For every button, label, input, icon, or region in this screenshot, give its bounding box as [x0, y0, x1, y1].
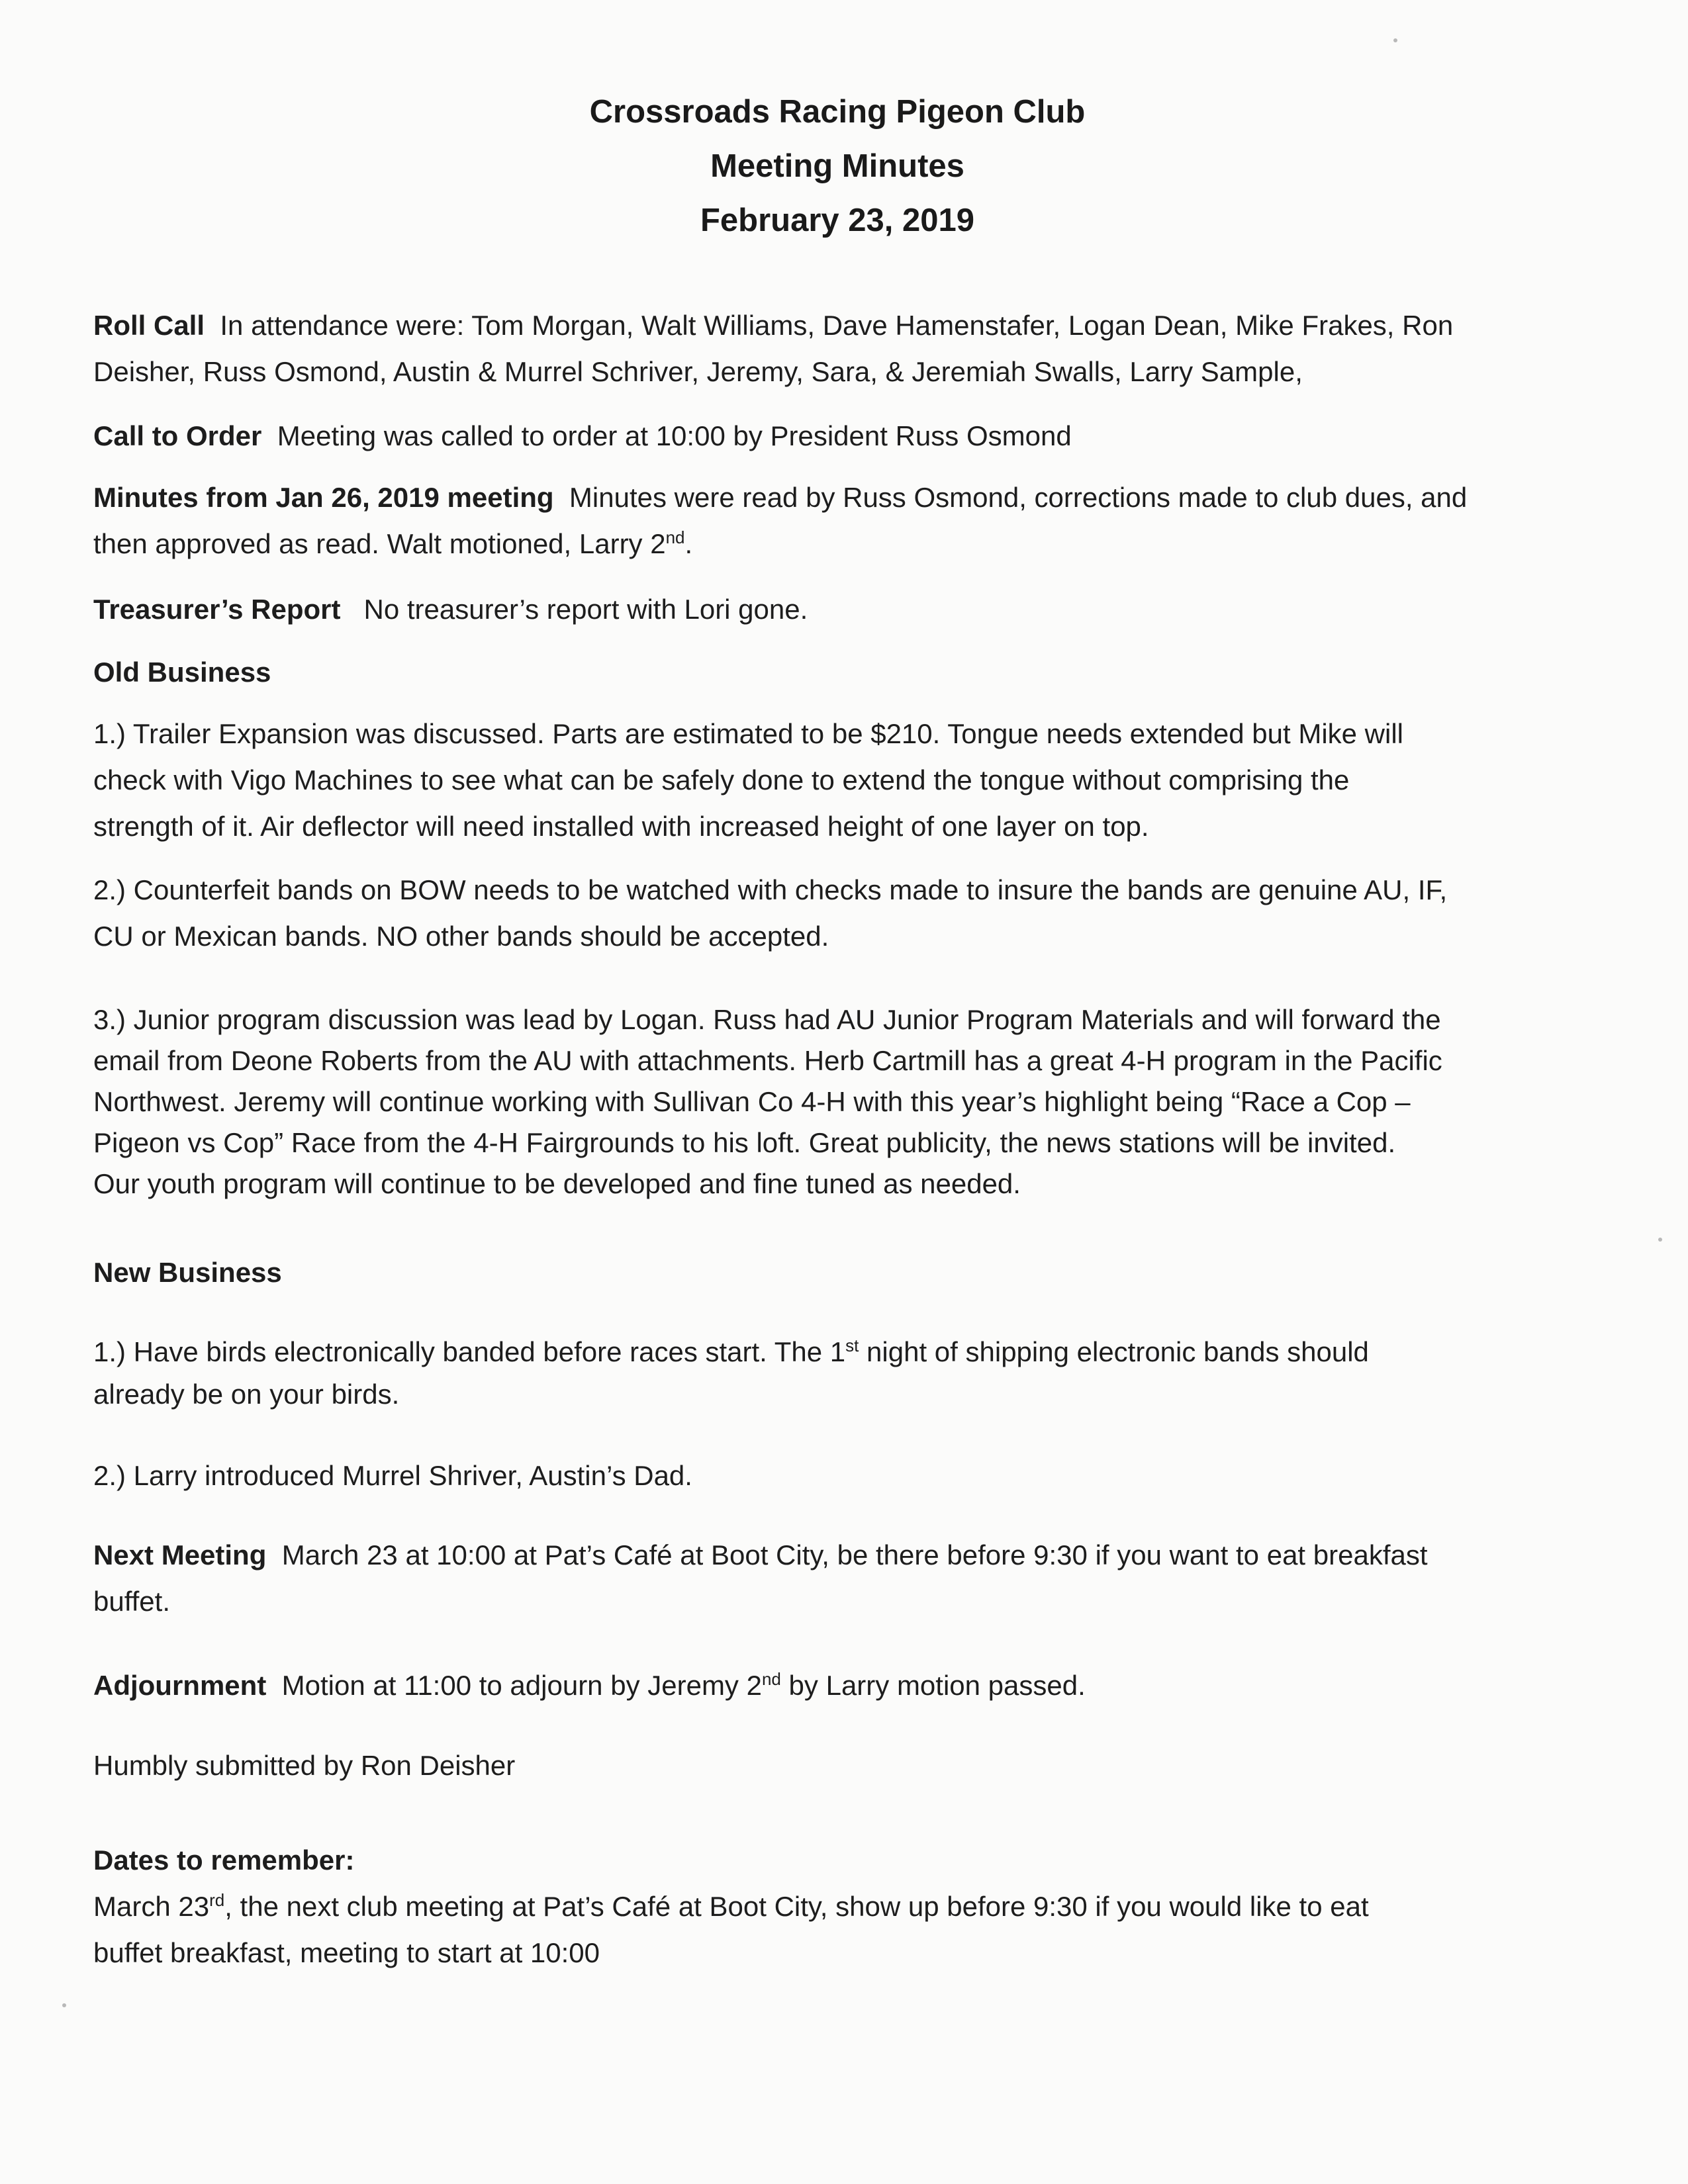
adjournment-label: Adjournment — [93, 1670, 267, 1701]
scan-speck — [1393, 38, 1397, 42]
old-business-item-2: 2.) Counterfeit bands on BOW needs to be watched with checks made to insure the bands are genuine AU, IF, CU or Mexican bands. NO other bands should be accepted. — [93, 874, 1448, 952]
dates-heading: Dates to remember: — [93, 1844, 355, 1876]
dates-section: Dates to remember: March 23rd, the next club meeting at Pat’s Café at Boot City, show up before 9:30 if you would like to eat buffet breakfast, meeting to start at 10:00 — [93, 1837, 1589, 1976]
title-block — [0, 85, 1675, 248]
minutes-label: Minutes from Jan 26, 2019 meeting — [93, 482, 554, 513]
old-business-item-3: 3.) Junior program discussion was lead by Logan. Russ had AU Junior Program Materials and will forward the email from Deone Roberts from the AU with attachments. Herb Cartmill has a great 4-H program in the Pacific Northwest. Jeremy will continue working with Sullivan Co 4-H with this year’s highlight being “Race a Cop – Pigeon vs Cop” Race from the 4-H Fairgrounds to his loft. Great publicity, the news stations will be invited. Our youth program will continue to be developed and fine tuned as needed. — [93, 1004, 1442, 1199]
treasurer-text: No treasurer’s report with Lori gone. — [363, 594, 808, 625]
treasurer-section — [93, 586, 1589, 633]
old-business-item-1: 1.) Trailer Expansion was discussed. Parts are estimated to be $210. Tongue needs extended but Mike will check with Vigo Machines to see what can be safely done to extend the tongue without comprising the strength of it. Air deflector will need installed with increased height of one layer on top. — [93, 718, 1404, 842]
roll-call-label: Roll Call — [93, 310, 205, 341]
minutes-line-1 — [93, 475, 1589, 521]
roll-call-text: In attendance were: Tom Morgan, Walt Williams, Dave Hamenstafer, Logan Dean, Mike Frakes, Ron — [220, 310, 1454, 341]
minutes-section — [93, 475, 1589, 567]
next-meeting-section: Next Meeting March 23 at 10:00 at Pat’s Café at Boot City, be there before 9:30 if you want to eat breakfast buffet. — [93, 1539, 1428, 1617]
minutes-text: Minutes were read by Russ Osmond, corrections made to club dues, and — [569, 482, 1468, 513]
treasurer-label: Treasurer’s Report — [93, 594, 341, 625]
meeting-date: February 23, 2019 — [700, 203, 975, 238]
scan-speck — [62, 2003, 66, 2007]
roll-call-section — [93, 302, 1589, 395]
next-meeting-label: Next Meeting — [93, 1539, 267, 1570]
call-to-order-section — [93, 413, 1589, 459]
scan-speck — [1658, 1238, 1662, 1242]
call-to-order-text: Meeting was called to order at 10:00 by President Russ Osmond — [277, 420, 1072, 451]
roll-call-line-2: Deisher, Russ Osmond, Austin & Murrel Schriver, Jeremy, Sara, & Jeremiah Swalls, Larry Sample, — [93, 356, 1303, 387]
adjournment-section: Adjournment Motion at 11:00 to adjourn by Jeremy 2nd by Larry motion passed. — [93, 1669, 1086, 1701]
new-business-heading: New Business — [93, 1257, 282, 1288]
new-business-item-2: 2.) Larry introduced Murrel Shriver, Austin’s Dad. — [93, 1460, 692, 1491]
submitted-by: Humbly submitted by Ron Deisher — [93, 1750, 516, 1781]
document-title: Meeting Minutes — [710, 148, 964, 184]
call-to-order-label: Call to Order — [93, 420, 262, 451]
minutes-line-2: then approved as read. Walt motioned, Larry 2nd. — [93, 527, 693, 559]
roll-call-line-1 — [93, 302, 1589, 349]
old-business-heading: Old Business — [93, 657, 271, 688]
new-business-item-1: 1.) Have birds electronically banded before races start. The 1st night of shipping electronic bands should already be on your birds. — [93, 1336, 1369, 1410]
club-name: Crossroads Racing Pigeon Club — [589, 94, 1086, 130]
